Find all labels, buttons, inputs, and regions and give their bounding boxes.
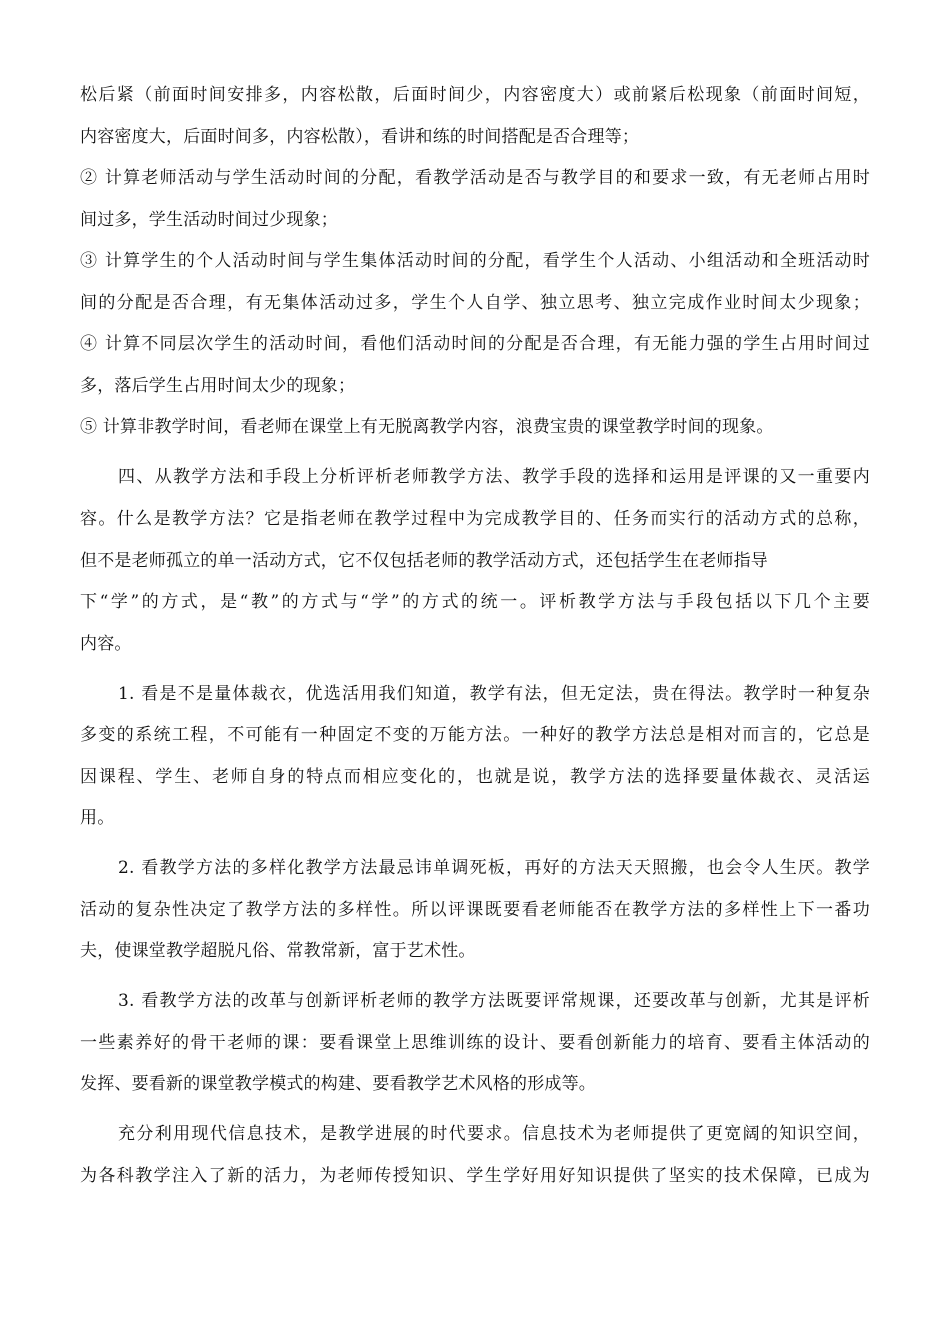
- text-line: 用。: [80, 808, 115, 828]
- text-line: 1. 看是不是量体裁衣，优选活用我们知道，教学有法，但无定法，贵在得法。教学时一种复杂: [118, 684, 870, 704]
- text-line: ② 计算老师活动与学生活动时间的分配，看教学活动是否与教学目的和要求一致，有无老师占用时: [80, 168, 870, 188]
- text-line: ④ 计算不同层次学生的活动时间，看他们活动时间的分配是否合理，有无能力强的学生占用时间过: [80, 334, 870, 354]
- text-line: 下“学”的方式，是“教”的方式与“学”的方式的统一。评析教学方法与手段包括以下几个主要: [80, 592, 870, 612]
- text-line: 夫，使课堂教学超脱凡俗、常教常新，富于艺术性。: [80, 941, 476, 961]
- text-line: 松后紧（前面时间安排多，内容松散，后面时间少，内容密度大）或前紧后松现象（前面时间短，: [80, 85, 870, 105]
- text-line: 内容。: [80, 634, 132, 654]
- text-line: 为各科教学注入了新的活力，为老师传授知识、学生学好用好知识提供了坚实的技术保障，已成为: [80, 1166, 870, 1186]
- text-line: ③ 计算学生的个人活动时间与学生集体活动时间的分配，看学生个人活动、小组活动和全班活动时: [80, 251, 870, 271]
- text-line: 容。什么是教学方法？它是指老师在教学过程中为完成教学目的、任务而实行的活动方式的总称，: [80, 509, 870, 529]
- text-line: 活动的复杂性决定了教学方法的多样性。所以评课既要看老师能否在教学方法的多样性上下一番功: [80, 900, 870, 920]
- text-line: 间过多，学生活动时间过少现象；: [80, 210, 338, 230]
- text-line: 内容密度大，后面时间多，内容松散），看讲和练的时间搭配是否合理等；: [80, 127, 640, 147]
- text-line: 一些素养好的骨干老师的课：要看课堂上思维训练的设计、要看创新能力的培育、要看主体活动的: [80, 1033, 870, 1053]
- text-line: 但不是老师孤立的单一活动方式，它不仅包括老师的教学活动方式，还包括学生在老师指导: [80, 551, 768, 571]
- text-line: 多变的系统工程，不可能有一种固定不变的万能方法。一种好的教学方法总是相对而言的，它总是: [80, 725, 870, 745]
- text-line: ⑤ 计算非教学时间，看老师在课堂上有无脱离教学内容，浪费宝贵的课堂教学时间的现象。: [80, 417, 774, 437]
- text-line: 因课程、学生、老师自身的特点而相应变化的，也就是说，教学方法的选择要量体裁衣、灵活运: [80, 767, 870, 787]
- text-line: 发挥、要看新的课堂教学模式的构建、要看教学艺术风格的形成等。: [80, 1074, 596, 1094]
- text-line: 充分利用现代信息技术，是教学进展的时代要求。信息技术为老师提供了更宽阔的知识空间，: [118, 1124, 870, 1144]
- text-line: 四、从教学方法和手段上分析评析老师教学方法、教学手段的选择和运用是评课的又一重要内: [118, 467, 870, 487]
- text-line: 间的分配是否合理，有无集体活动过多，学生个人自学、独立思考、独立完成作业时间太少现象；: [80, 293, 870, 313]
- text-line: 2. 看教学方法的多样化教学方法最忌讳单调死板，再好的方法天天照搬，也会令人生厌。教学: [118, 858, 870, 878]
- text-line: 3. 看教学方法的改革与创新评析老师的教学方法既要评常规课，还要改革与创新，尤其是评析: [118, 991, 870, 1011]
- text-line: 多，落后学生占用时间太少的现象；: [80, 376, 356, 396]
